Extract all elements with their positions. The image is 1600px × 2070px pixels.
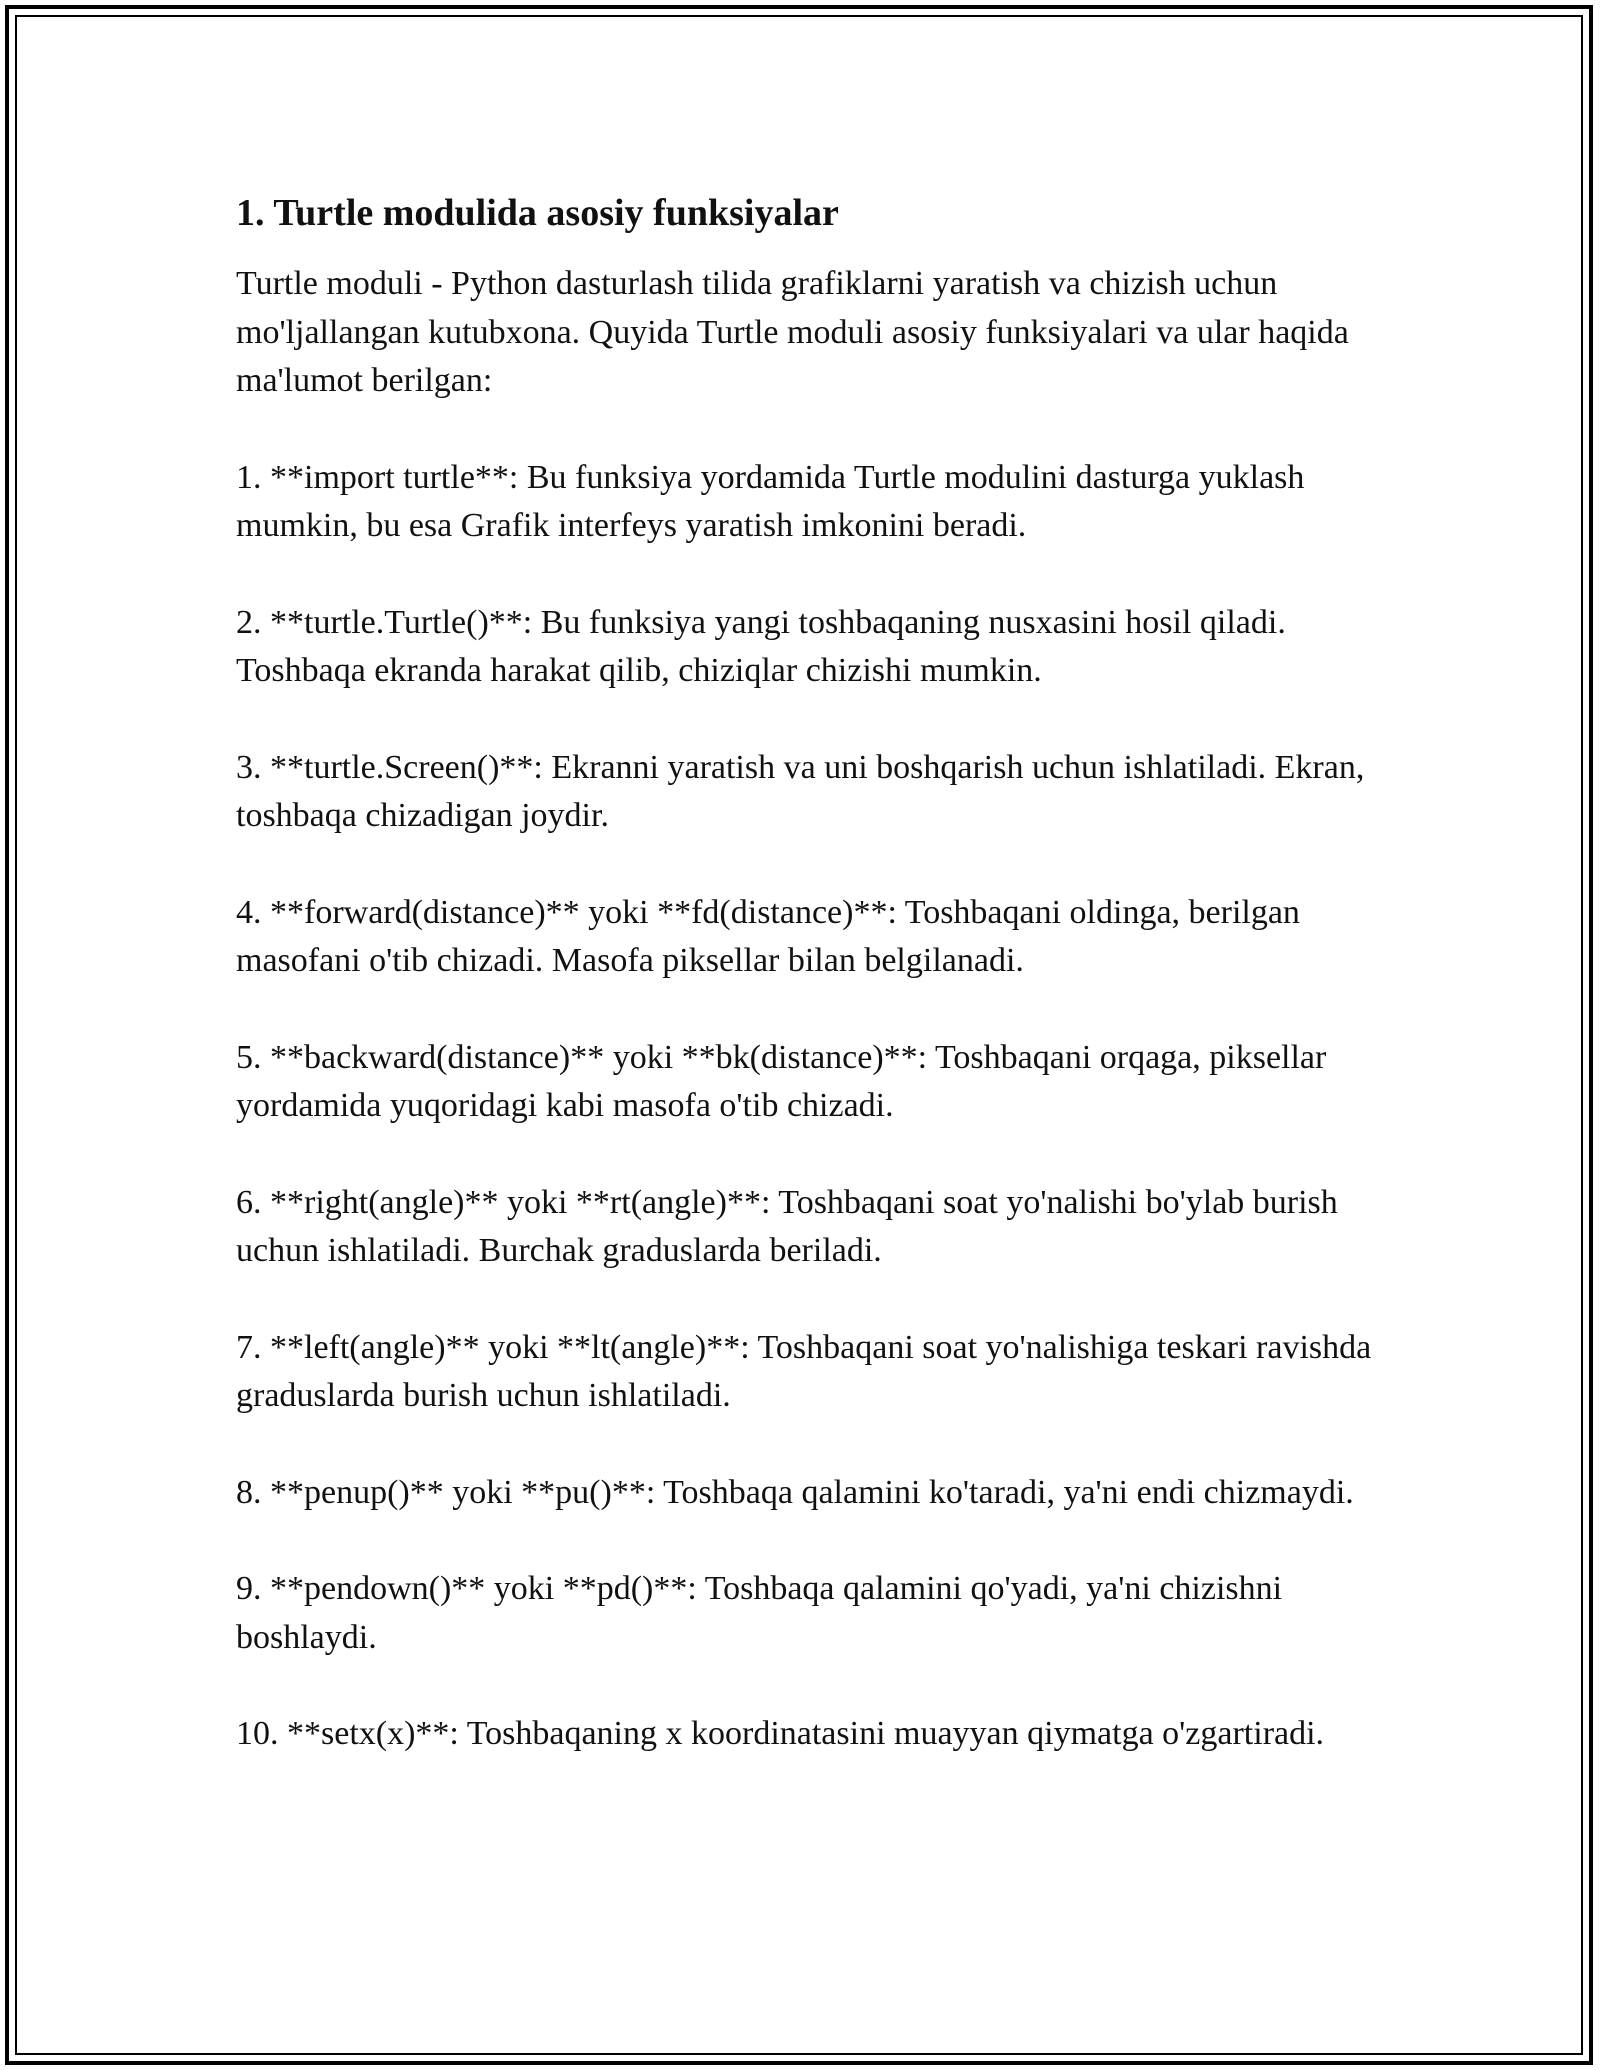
list-item: 8. **penup()** yoki **pu()**: Toshbaqa qalamini ko'taradi, ya'ni endi chizmaydi. [236, 1473, 1354, 1511]
list-item: 1. **import turtle**: Bu funksiya yordamida Turtle modulini dasturga yuklash mumkin, bu esa Grafik interfeys yaratish imkonini beradi. [236, 458, 1305, 544]
list-item: 7. **left(angle)** yoki **lt(angle)**: Toshbaqani soat yo'nalishiga teskari ravishda graduslarda burish uchun ishlatiladi. [236, 1328, 1372, 1414]
list-item: 10. **setx(x)**: Toshbaqaning x koordinatasini muayyan qiymatga o'zgartiradi. [236, 1715, 1325, 1752]
list-item: 6. **right(angle)** yoki **rt(angle)**: Toshbaqani soat yo'nalishi bo'ylab burish uchun ishlatiladi. Burchak graduslarda beriladi. [236, 1183, 1338, 1269]
list-item: 3. **turtle.Screen()**: Ekranni yaratish va uni boshqarish uchun ishlatiladi. Ekran, toshbaqa chizadigan joydir. [236, 748, 1365, 834]
list-item: 9. **pendown()** yoki **pd()**: Toshbaqa qalamini qo'yadi, ya'ni chizishni boshlaydi. [236, 1570, 1283, 1656]
list-item: 2. **turtle.Turtle()**: Bu funksiya yangi toshbaqaning nusxasini hosil qiladi. Toshbaqa ekranda harakat qilib, chiziqlar chizishi mumkin. [236, 603, 1286, 689]
list-item: 4. **forward(distance)** yoki **fd(distance)**: Toshbaqani oldinga, berilgan masofani o'tib chizadi. Masofa piksellar bilan belgilanadi. [236, 893, 1300, 979]
document-body [236, 188, 1386, 1807]
intro-paragraph: Turtle moduli - Python dasturlash tilida grafiklarni yaratish va chizish uchun mo'ljallangan kutubxona. Quyida Turtle moduli asosiy funksiyalari va ular haqida ma'lumot berilgan: [236, 265, 1349, 399]
list-item: 5. **backward(distance)** yoki **bk(distance)**: Toshbaqani orqaga, piksellar yordamida yuqoridagi kabi masofa o'tib chizadi. [236, 1038, 1327, 1124]
page-title: 1. Turtle modulida asosiy funksiyalar [236, 192, 839, 234]
